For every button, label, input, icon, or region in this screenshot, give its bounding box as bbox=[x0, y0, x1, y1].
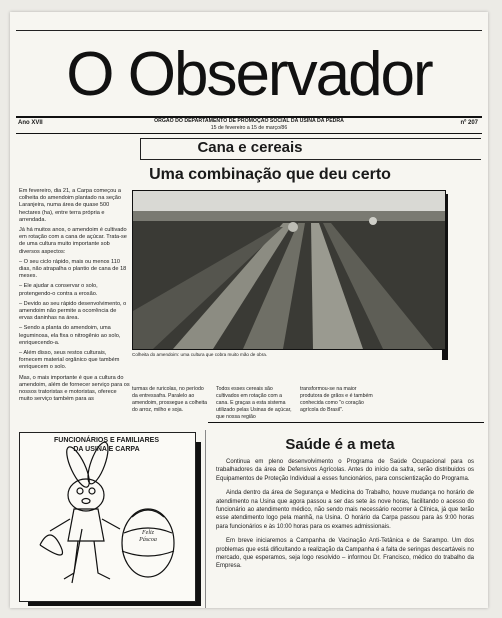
field-illustration bbox=[133, 191, 445, 349]
health-paragraph: Em breve iniciaremos a Campanha de Vacinação Anti-Tetânica e de Sarampo. Um dos problemas que está dificultando a realização da Campanha é a falta de seringas descartáveis no mercado, que esperamos, seja logo resolvido – informou Dr. Francisco, médico do trabalho da Empresa. bbox=[216, 538, 474, 570]
article-paragraph: – O seu ciclo rápido, mais ou menos 110 dias, não atrapalha o plantio de cana de 18 meses. bbox=[19, 258, 127, 280]
article-continued-col: transformou-se na maior produtora de grãos e é também conhecida como "o coração agrícola do Brasil". bbox=[300, 386, 373, 413]
article-column bbox=[19, 188, 131, 406]
photo-caption: Colheita do amendoim: uma cultura que cobra muito mão de obra. bbox=[132, 352, 268, 357]
egg-text-line: Páscoa bbox=[139, 537, 157, 543]
org-line: ÓRGÃO DO DEPARTAMENTO DE PROMOÇÃO SOCIAL DA USINA DA PEDRA bbox=[154, 118, 344, 124]
article-paragraph: Em fevereiro, dia 21, a Carpa começou a colheita do amendoim plantado na seção Laranjeira, numa área de quase 500 hectares (ha), entre terra própria e arrendada. bbox=[19, 188, 122, 223]
newspaper-page bbox=[10, 12, 488, 608]
article-headline: Uma combinação que deu certo bbox=[149, 166, 391, 183]
article-continued-col: Todos esses cereais são cultivados em rotação com a cana. E graças a esta sistema utilizado pelas Usinas de açúcar, que nossa região bbox=[216, 386, 292, 420]
harvest-photo bbox=[132, 190, 446, 350]
article-paragraph: – Devido ao seu rápido desenvolvimento, o amendoim não permite a ocorrência de ervas daninhas na área. bbox=[19, 300, 127, 322]
date-line: 15 de fevereiro a 15 de março/86 bbox=[210, 125, 288, 131]
masthead-title: O Observador bbox=[66, 40, 432, 109]
article-paragraph: Já há muitos anos, o amendoim é cultivado em rotação com a cana de açúcar. Trata-se de uma cultura muito importante sob diversos aspectos: bbox=[19, 227, 127, 255]
title-line: DA USINA E CARPA bbox=[73, 446, 140, 453]
article-continued-col: turmas de ruricolas, no período da entressafra. Paralelo ao amendoim, prossegue a colheita do arroz, milho e soja. bbox=[132, 386, 207, 413]
health-article bbox=[216, 458, 474, 577]
health-paragraph: Continua em pleno desenvolvimento o Programa de Saúde Ocupacional para os trabalhadores da área de Defensivos Agrícolas. Antes do início da safra, serão distribuidos os Equipamentos de Proteção Individual a esses funcionários, para conscientização do Programa. bbox=[216, 459, 474, 482]
health-headline: Saúde é a meta bbox=[285, 436, 395, 453]
section-title: Cana e cereais bbox=[197, 139, 303, 156]
health-paragraph: Ainda dentro da área de Segurança e Medicina do Trabalho, houve mudança no horário de atendimento na Usina que agora passou a ser das sete às nove horas, facilitando o acesso do funcionário ao atendimento médico, não sendo mais necessário recorrer à Clínica, já que terão esse atendimento logo pela manhã, na Usina. O horário da Carpa passou para às 9:00 horas para funcionários e às 10:00 horas para os exames admissionais. bbox=[216, 490, 474, 530]
article-paragraph: – Além disso, seus restos culturais, fornecem material orgânico que também enriquecem o solo. bbox=[19, 350, 120, 371]
egg-text-line: Feliz bbox=[142, 530, 154, 536]
easter-coloring-box bbox=[19, 432, 196, 602]
article-paragraph: – Ele ajudar a conservar o solo, protengendo-o contra a erosão. bbox=[19, 283, 98, 297]
egg-text bbox=[128, 530, 168, 544]
top-rule bbox=[16, 30, 482, 31]
coloring-box-title bbox=[19, 436, 194, 454]
header-rule bbox=[16, 133, 482, 134]
easter-bunny-illustration bbox=[20, 433, 195, 601]
column-divider bbox=[205, 430, 206, 608]
issue-number: nº 207 bbox=[460, 120, 478, 126]
article-paragraph: Mas, o mais importante é que a cultura do amendoim, além de fornecer serviço para os nossos tratoristas e motoristas, oferece muito serviço também para as bbox=[19, 374, 130, 403]
section-rule bbox=[208, 422, 484, 423]
title-line: FUNCIONÁRIOS E FAMILIARES bbox=[53, 437, 159, 444]
issue-year: Ano XVII bbox=[18, 120, 43, 126]
article-paragraph: – Sendo a planta do amendoim, uma leguminosa, ela fixa o nitrogênio ao solo, enriquecendo-a. bbox=[19, 325, 121, 346]
